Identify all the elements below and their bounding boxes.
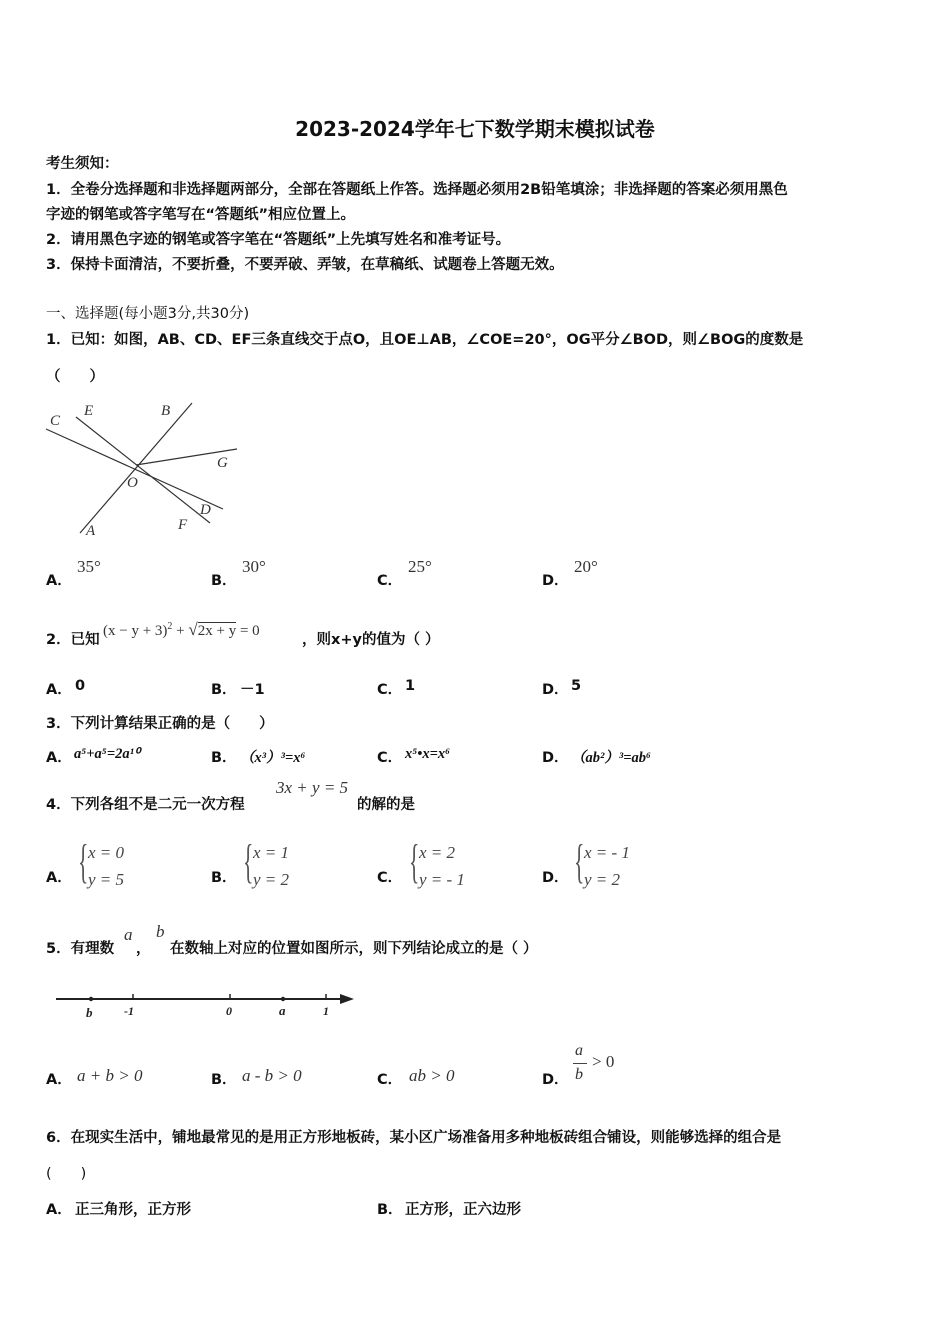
- label-O: O: [127, 475, 138, 491]
- q4-option-b-letter: B．: [211, 870, 237, 886]
- axis-label-one: 1: [323, 1004, 329, 1018]
- q2-option-d-letter: D．: [542, 682, 569, 698]
- q2-option-a-letter: A．: [46, 682, 72, 698]
- q1-option-d-letter: D．: [542, 573, 569, 589]
- q2-plus: +: [176, 623, 185, 639]
- notice-heading: 考生须知：: [46, 156, 119, 172]
- q6-option-b-value: 正方形，正六边形: [405, 1202, 521, 1218]
- arrow-right-icon: [340, 994, 354, 1004]
- label-G: G: [217, 455, 228, 471]
- q3-option-b-letter: B．: [211, 750, 237, 766]
- brace-icon: {: [243, 835, 254, 888]
- q2-expression: [103, 620, 260, 640]
- q1-option-c-value: 25°: [408, 557, 432, 576]
- q6-stem: 6．在现实生活中，铺地最常见的是用正方形地板砖，某小区广场准备用多种地板砖组合铺设，则能够选择的组合是: [46, 1130, 782, 1146]
- notice-line-2: 2．请用黑色字迹的钢笔或答字笔在“答题纸”上先填写姓名和准考证号。: [46, 232, 511, 248]
- axis-label-minus-one: -1: [124, 1004, 134, 1018]
- q4-option-d-letter: D．: [542, 870, 569, 886]
- q2-option-b-letter: B．: [211, 682, 237, 698]
- label-A: A: [86, 523, 96, 539]
- q5-option-d-numerator: a: [575, 1042, 583, 1059]
- q6-option-a-value: 正三角形，正方形: [75, 1202, 191, 1218]
- q1-option-b-value: 30°: [242, 557, 266, 576]
- q6-paren: ( ): [46, 1166, 87, 1182]
- axis-label-b: b: [86, 1005, 93, 1020]
- q3-option-c-letter: C．: [377, 750, 403, 766]
- brace-icon: {: [78, 835, 89, 888]
- q2-expr-left: (x − y + 3): [103, 623, 168, 639]
- q5-var-a: a: [124, 925, 133, 944]
- q3-option-d-letter: D．: [542, 750, 569, 766]
- page-title: 2023-2024学年七下数学期末模拟试卷: [295, 117, 655, 141]
- q3-option-a-letter: A．: [46, 750, 72, 766]
- q5-var-b: b: [156, 922, 165, 941]
- q1-option-b-letter: B．: [211, 573, 237, 589]
- q2-expr-exponent: 2: [167, 621, 173, 632]
- sqrt-icon: √: [188, 620, 198, 639]
- q5-option-b-value: a - b > 0: [242, 1066, 302, 1085]
- q4-option-d-y: y = 2: [584, 870, 621, 889]
- fraction-bar: [573, 1063, 587, 1064]
- q4-option-a-y: y = 5: [88, 870, 125, 889]
- label-C: C: [50, 413, 61, 429]
- q4-option-c-letter: C．: [377, 870, 403, 886]
- q3-option-b-value: （x³）³=x⁶: [240, 750, 306, 766]
- q1-option-d-value: 20°: [574, 557, 598, 576]
- q2-option-d-value: 5: [571, 678, 582, 694]
- q4-option-b-x: x = 1: [253, 843, 290, 862]
- q1-lines-figure: [40, 395, 245, 545]
- q5-stem-b: 在数轴上对应的位置如图所示，则下列结论成立的是（ ）: [170, 941, 538, 957]
- label-E: E: [84, 403, 94, 419]
- q2-option-c-letter: C．: [377, 682, 403, 698]
- brace-icon: {: [574, 835, 585, 888]
- q6-option-a-letter: A．: [46, 1202, 72, 1218]
- q5-option-d-letter: D．: [542, 1072, 569, 1088]
- q3-option-d-value: （ab²）³=ab⁶: [571, 750, 651, 766]
- label-B: B: [161, 403, 171, 419]
- q4-stem-b: 的解的是: [357, 797, 415, 813]
- q1-paren: （ ）: [46, 369, 104, 385]
- q5-option-a-letter: A．: [46, 1072, 72, 1088]
- q3-option-a-value: a⁵+a⁵=2a¹⁰: [74, 746, 140, 762]
- notice-line-3: 3．保持卡面清洁，不要折叠，不要弄破、弄皱，在草稿纸、试题卷上答题无效。: [46, 257, 564, 273]
- q5-option-a-value: a + b > 0: [77, 1066, 143, 1085]
- q5-option-b-letter: B．: [211, 1072, 237, 1088]
- q4-option-c-y: y = - 1: [419, 870, 465, 889]
- q2-option-c-value: 1: [405, 678, 416, 694]
- q1-option-a-value: 35°: [77, 557, 101, 576]
- q5-option-c-letter: C．: [377, 1072, 403, 1088]
- q5-option-d-denominator: b: [575, 1066, 583, 1083]
- q2-prefix: 2．已知: [46, 632, 100, 648]
- q6-option-b-letter: B．: [377, 1202, 403, 1218]
- q1-stem: 1．已知：如图，AB、CD、EF三条直线交于点O，且OE⊥AB，∠COE=20°，OG平分∠BOD，则∠BOG的度数是: [46, 332, 804, 348]
- q2-suffix: ，则x+y的值为（ ）: [302, 632, 440, 648]
- label-D: D: [200, 502, 211, 518]
- q4-option-c-x: x = 2: [419, 843, 456, 862]
- q2-option-a-value: 0: [75, 678, 86, 694]
- q2-radicand: 2x + y: [197, 623, 237, 639]
- q2-eq-zero: = 0: [239, 623, 260, 639]
- axis-label-a: a: [279, 1003, 286, 1018]
- label-F: F: [178, 517, 188, 533]
- q2-option-b-value: －1: [240, 682, 265, 698]
- q5-option-c-value: ab > 0: [409, 1066, 455, 1085]
- q5-comma: ，: [136, 941, 151, 957]
- q4-option-a-x: x = 0: [88, 843, 125, 862]
- q4-option-d-x: x = - 1: [584, 843, 630, 862]
- q3-stem: 3．下列计算结果正确的是（ ）: [46, 716, 274, 732]
- q5-stem-a: 5．有理数: [46, 941, 115, 957]
- notice-line-1a: 1．全卷分选择题和非选择题两部分，全部在答题纸上作答。选择题必须用2B铅笔填涂；非选择题的答案必须用黑色: [46, 182, 788, 198]
- axis-label-zero: 0: [226, 1004, 232, 1018]
- q4-equation: 3x + y = 5: [276, 778, 349, 797]
- q4-stem-a: 4．下列各组不是二元一次方程: [46, 797, 245, 813]
- q5-option-d-relation: > 0: [592, 1052, 615, 1071]
- q4-option-b-y: y = 2: [253, 870, 290, 889]
- number-line: [50, 988, 360, 1024]
- notice-line-1b: 字迹的钢笔或答字笔写在“答题纸”相应位置上。: [46, 207, 356, 223]
- q1-option-c-letter: C．: [377, 573, 403, 589]
- q3-option-c-value: x⁵•x=x⁶: [405, 746, 451, 762]
- q1-option-a-letter: A．: [46, 573, 72, 589]
- q4-option-a-letter: A．: [46, 870, 72, 886]
- brace-icon: {: [409, 835, 420, 888]
- section-heading: 一、选择题(每小题3分,共30分): [46, 306, 250, 322]
